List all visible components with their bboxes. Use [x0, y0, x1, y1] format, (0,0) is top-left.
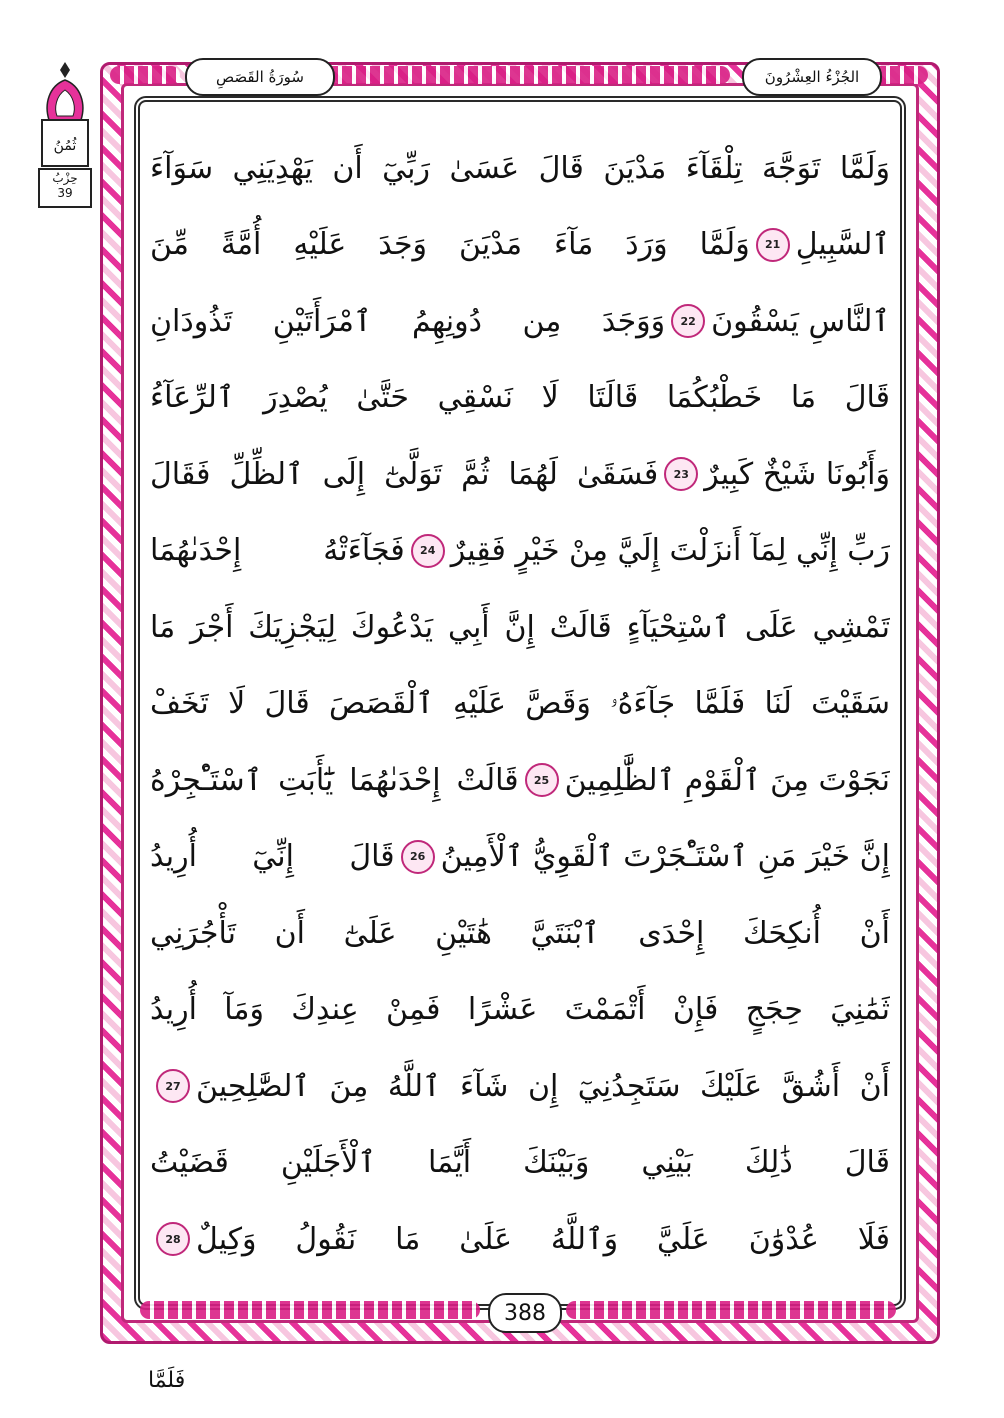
line-text: فَجَآءَتْهُ إِحْدَىٰهُمَا [150, 533, 405, 569]
ayah-number-marker: 23 [664, 457, 698, 491]
line-text: قَالَتْ إِحْدَىٰهُمَا يَٰٓأَبَتِ ٱسْتَـْٔجِرْهُ [150, 762, 519, 798]
text-line [150, 819, 890, 896]
text-line [150, 283, 890, 360]
line-text: ٱلنَّاسِ يَسْقُونَ [711, 303, 890, 339]
line-text: فَسَقَىٰ لَهُمَا ثُمَّ تَوَلَّىٰٓ إِلَى ٱلظِّلِّ فَقَالَ [150, 456, 659, 492]
line-text: ثَمَٰنِيَ حِجَجٍ فَإِنْ أَتْمَمْتَ عَشْرًا فَمِنْ عِندِكَ وَمَآ أُرِيدُ [150, 992, 890, 1028]
text-line [150, 742, 890, 819]
ayah-number-marker: 22 [671, 304, 705, 338]
line-text: فَلَا عُدْوَٰنَ عَلَيَّ وَٱللَّهُ عَلَىٰ مَا نَقُولُ وَكِيلٌ [196, 1221, 890, 1257]
ayah-number-marker: 26 [401, 840, 435, 874]
quarter-label: ثُمُنُ [53, 138, 77, 154]
line-text: أَنْ أُنكِحَكَ إِحْدَى ٱبْنَتَيَّ هَٰتَيْنِ عَلَىٰٓ أَن تَأْجُرَنِي [150, 915, 890, 951]
page-number: 388 [488, 1293, 562, 1333]
ayah-number-marker: 28 [156, 1222, 190, 1256]
line-text: إِنَّ خَيْرَ مَنِ ٱسْتَـْٔجَرْتَ ٱلْقَوِيُّ ٱلْأَمِينُ [440, 839, 890, 875]
line-text: قَالَ إِنِّيٓ أُرِيدُ [150, 839, 395, 875]
text-line [150, 1048, 890, 1125]
header-ornament [300, 66, 730, 84]
line-text: نَجَوْتَ مِنَ ٱلْقَوْمِ ٱلظَّٰلِمِينَ [564, 762, 890, 798]
ayah-number-marker: 21 [756, 228, 790, 262]
text-line [150, 666, 890, 743]
hizb-number: 39 [57, 186, 73, 200]
text-line [150, 972, 890, 1049]
ayah-number-marker: 25 [525, 763, 559, 797]
surah-name: سُورَةُ القَصَصِ [185, 58, 335, 96]
line-text: سَقَيْتَ لَنَا فَلَمَّا جَآءَهُۥ وَقَصَّ عَلَيْهِ ٱلْقَصَصَ قَالَ لَا تَخَفْ [150, 686, 890, 722]
hizb-box [38, 168, 92, 208]
line-text: وَوَجَدَ مِن دُونِهِمُ ٱمْرَأَتَيْنِ تَذُودَانِ [150, 303, 666, 339]
text-line [150, 1125, 890, 1202]
line-text: أَنْ أَشُقَّ عَلَيْكَ سَتَجِدُنِيٓ إِن شَآءَ ٱللَّهُ مِنَ ٱلصَّٰلِحِينَ [196, 1068, 890, 1104]
line-text: وَلَمَّا تَوَجَّهَ تِلْقَآءَ مَدْيَنَ قَالَ عَسَىٰ رَبِّيٓ أَن يَهْدِيَنِي سَوَآءَ [150, 150, 890, 186]
line-text: قَالَ ذَٰلِكَ بَيْنِي وَبَيْنَكَ أَيَّمَا ٱلْأَجَلَيْنِ قَضَيْتُ [150, 1145, 890, 1181]
text-line [150, 130, 890, 207]
line-text: وَأَبُونَا شَيْخٌ كَبِيرٌ [704, 456, 890, 492]
text-line [150, 895, 890, 972]
header-ornament-left [110, 66, 180, 84]
footer-ornament-left [140, 1301, 480, 1319]
line-text: رَبِّ إِنِّي لِمَآ أَنزَلْتَ إِلَيَّ مِنْ خَيْرٍ فَقِيرٌ [450, 533, 890, 569]
text-line [150, 513, 890, 590]
text-line [150, 207, 890, 284]
catchword: فَلَمَّا [148, 1368, 186, 1393]
quran-text [150, 130, 890, 1290]
ayah-number-marker: 27 [156, 1069, 190, 1103]
text-line [150, 436, 890, 513]
line-text: قَالَ مَا خَطْبُكُمَا قَالَتَا لَا نَسْقِي حَتَّىٰ يُصْدِرَ ٱلرِّعَآءُ [150, 380, 890, 416]
text-line [150, 589, 890, 666]
line-text: وَلَمَّا وَرَدَ مَآءَ مَدْيَنَ وَجَدَ عَلَيْهِ أُمَّةً مِّنَ [150, 227, 750, 263]
footer-ornament-right [566, 1301, 896, 1319]
line-text: تَمْشِي عَلَى ٱسْتِحْيَآءٍ قَالَتْ إِنَّ أَبِي يَدْعُوكَ لِيَجْزِيَكَ أَجْرَ مَا [150, 609, 890, 645]
ayah-number-marker: 24 [411, 534, 445, 568]
text-line [150, 1201, 890, 1278]
text-line [150, 360, 890, 437]
hizb-label: حِزْبُ [52, 171, 78, 185]
juz-name: الجُزْءُ العِشْرُونَ [742, 58, 882, 96]
line-text: ٱلسَّبِيلِ [795, 227, 890, 263]
